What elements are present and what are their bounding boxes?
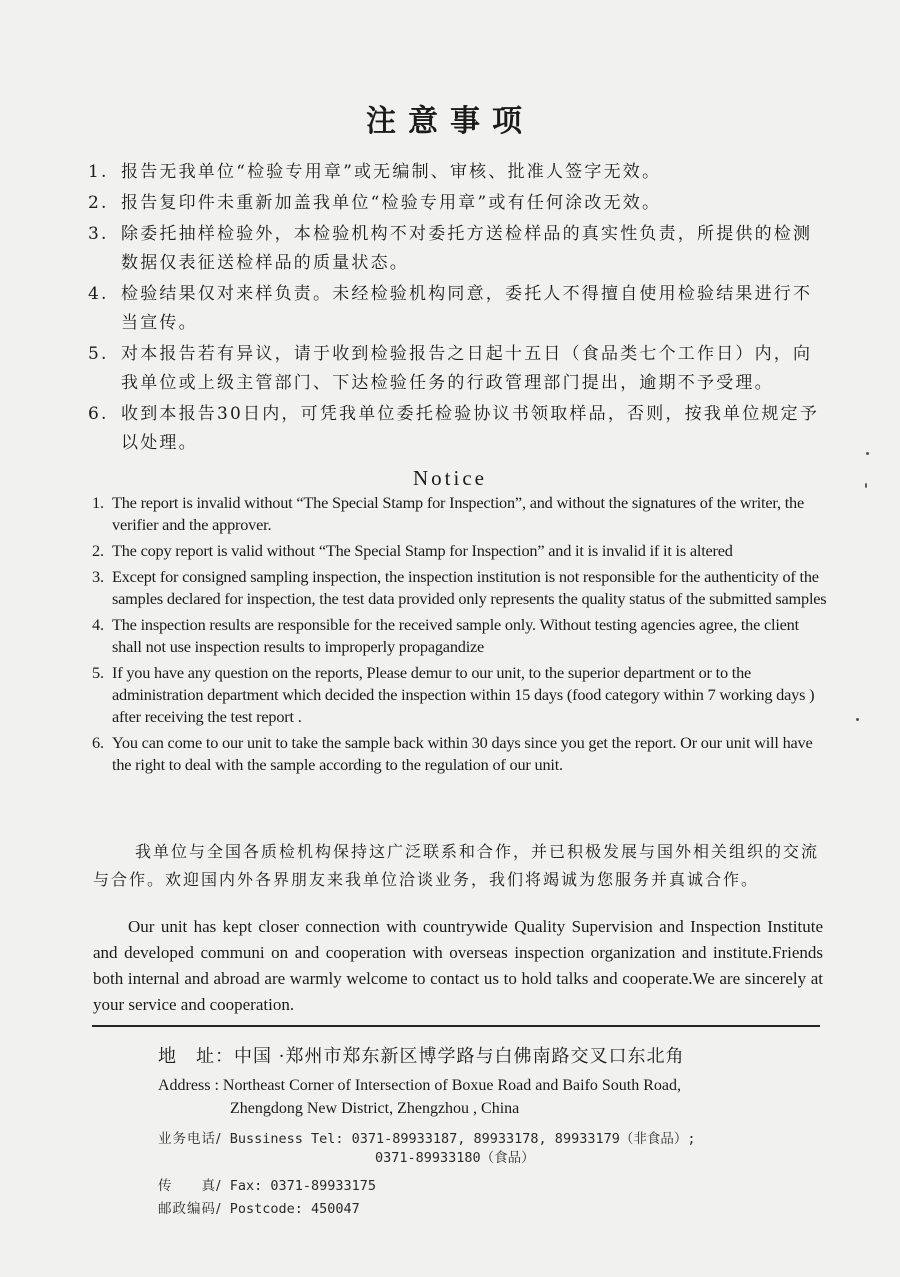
note-text: The copy report is valid without “The Special Stamp for Inspection” and it is invalid if it is altered xyxy=(112,541,733,560)
note-number: 1. xyxy=(88,162,109,182)
note-text: 对本报告若有异议，请于收到检验报告之日起十五日（食品类七个工作日）内，向我单位或上级主管部门、下达检验任务的行政管理部门提出，逾期不予受理。 xyxy=(121,344,813,393)
divider-line xyxy=(92,1025,820,1027)
notice-title: Notice xyxy=(413,466,487,490)
chinese-note-6 xyxy=(88,400,828,458)
paper-speck xyxy=(866,452,869,455)
note-text: If you have any question on the reports, Please demur to our unit, to the superior department or to the administration department which decided the inspection within 15 days (food category within 7 working days ) after receiving the test report . xyxy=(112,663,815,726)
note-number: 2. xyxy=(92,541,104,560)
note-text: You can come to our unit to take the sample back within 30 days since you get the report. Or our unit will have the right to deal with the sample according to the regulation of our unit. xyxy=(112,733,813,774)
note-number: 5. xyxy=(92,663,104,682)
business-tel-value: Bussiness Tel: 0371-89933187, 89933178, 89933179（非食品）; xyxy=(229,1131,696,1147)
english-cooperation-paragraph: Our unit has kept closer connection with countrywide Quality Supervision and Inspection Institute and developed communi on and cooperation with overseas inspection organization and institute.Friends both internal and abroad are warmly welcome to contact us to hold talks and cooperate.We are sincerely at your service and cooperation. xyxy=(93,917,823,1014)
address-label: Address : xyxy=(158,1077,219,1094)
note-text: 收到本报告30日内，可凭我单位委托检验协议书领取样品，否则，按我单位规定予以处理。 xyxy=(121,404,820,453)
note-text: 检验结果仅对来样负责。未经检验机构同意，委托人不得擅自使用检验结果进行不当宣传。 xyxy=(121,284,813,333)
note-number: 4. xyxy=(88,284,109,304)
note-text: 报告复印件未重新加盖我单位“检验专用章”或有任何涂改无效。 xyxy=(121,193,662,213)
note-number: 6. xyxy=(88,404,109,424)
english-note-3 xyxy=(92,566,827,610)
english-address xyxy=(158,1074,798,1120)
chinese-address: 地 址：中国 ·郑州市郑东新区博学路与白佛南路交叉口东北角 xyxy=(158,1046,685,1067)
chinese-cooperation-paragraph: 我单位与全国各质检机构保持这广泛联系和合作，并已积极发展与国外相关组织的交流与合作。欢迎国内外各界朋友来我单位洽谈业务，我们将竭诚为您服务并真诚合作。 xyxy=(93,842,820,889)
english-note-4 xyxy=(92,614,827,658)
note-number: 6. xyxy=(92,733,104,752)
note-number: 3. xyxy=(92,567,104,586)
postcode xyxy=(158,1197,360,1217)
note-text: Except for consigned sampling inspection, the inspection institution is not responsible for the authenticity of the samples declared for inspection, the test data provided only represents the quality status of the submitted samples xyxy=(112,567,827,608)
note-number: 3. xyxy=(88,224,109,244)
address-line-1: Northeast Corner of Intersection of Boxue Road and Baifo South Road, xyxy=(222,1077,682,1094)
chinese-note-4 xyxy=(88,280,828,338)
business-tel-food: 0371-89933180（食品） xyxy=(375,1150,535,1166)
fax-label: 传 真/ xyxy=(158,1178,222,1194)
chinese-notes-list xyxy=(88,158,828,460)
chinese-note-1 xyxy=(88,158,828,187)
paper-speck xyxy=(856,718,859,721)
note-number: 5. xyxy=(88,344,109,364)
business-tel-label: 业务电话/ xyxy=(158,1131,222,1147)
english-note-1 xyxy=(92,492,827,536)
address-line-2: Zhengdong New District, Zhengzhou , China xyxy=(230,1100,520,1117)
english-note-5 xyxy=(92,662,827,728)
note-text: 除委托抽样检验外，本检验机构不对委托方送检样品的真实性负责，所提供的检测数据仅表征送检样品的质量状态。 xyxy=(121,224,813,273)
note-number: 2. xyxy=(88,193,109,213)
fax xyxy=(158,1174,376,1194)
chinese-note-3 xyxy=(88,220,828,278)
note-number: 1. xyxy=(92,493,104,512)
note-text: 报告无我单位“检验专用章”或无编制、审核、批准人签字无效。 xyxy=(121,162,662,182)
english-notes-list xyxy=(92,492,827,780)
chinese-note-5 xyxy=(88,340,828,398)
paper-speck xyxy=(865,483,867,488)
postcode-label: 邮政编码/ xyxy=(158,1201,222,1217)
note-text: The inspection results are responsible for the received sample only. Without testing agencies agree, the client shall not use inspection results to improperly propagandize xyxy=(112,615,799,656)
chinese-title: 注意事项 xyxy=(366,104,534,139)
note-text: The report is invalid without “The Special Stamp for Inspection”, and without the signatures of the writer, the verifier and the approver. xyxy=(112,493,804,534)
postcode-value: Postcode: 450047 xyxy=(229,1201,360,1217)
english-note-6 xyxy=(92,732,827,776)
english-note-2 xyxy=(92,540,827,562)
fax-value: Fax: 0371-89933175 xyxy=(229,1178,377,1194)
business-tel xyxy=(158,1127,695,1147)
note-number: 4. xyxy=(92,615,104,634)
chinese-note-2 xyxy=(88,189,828,218)
